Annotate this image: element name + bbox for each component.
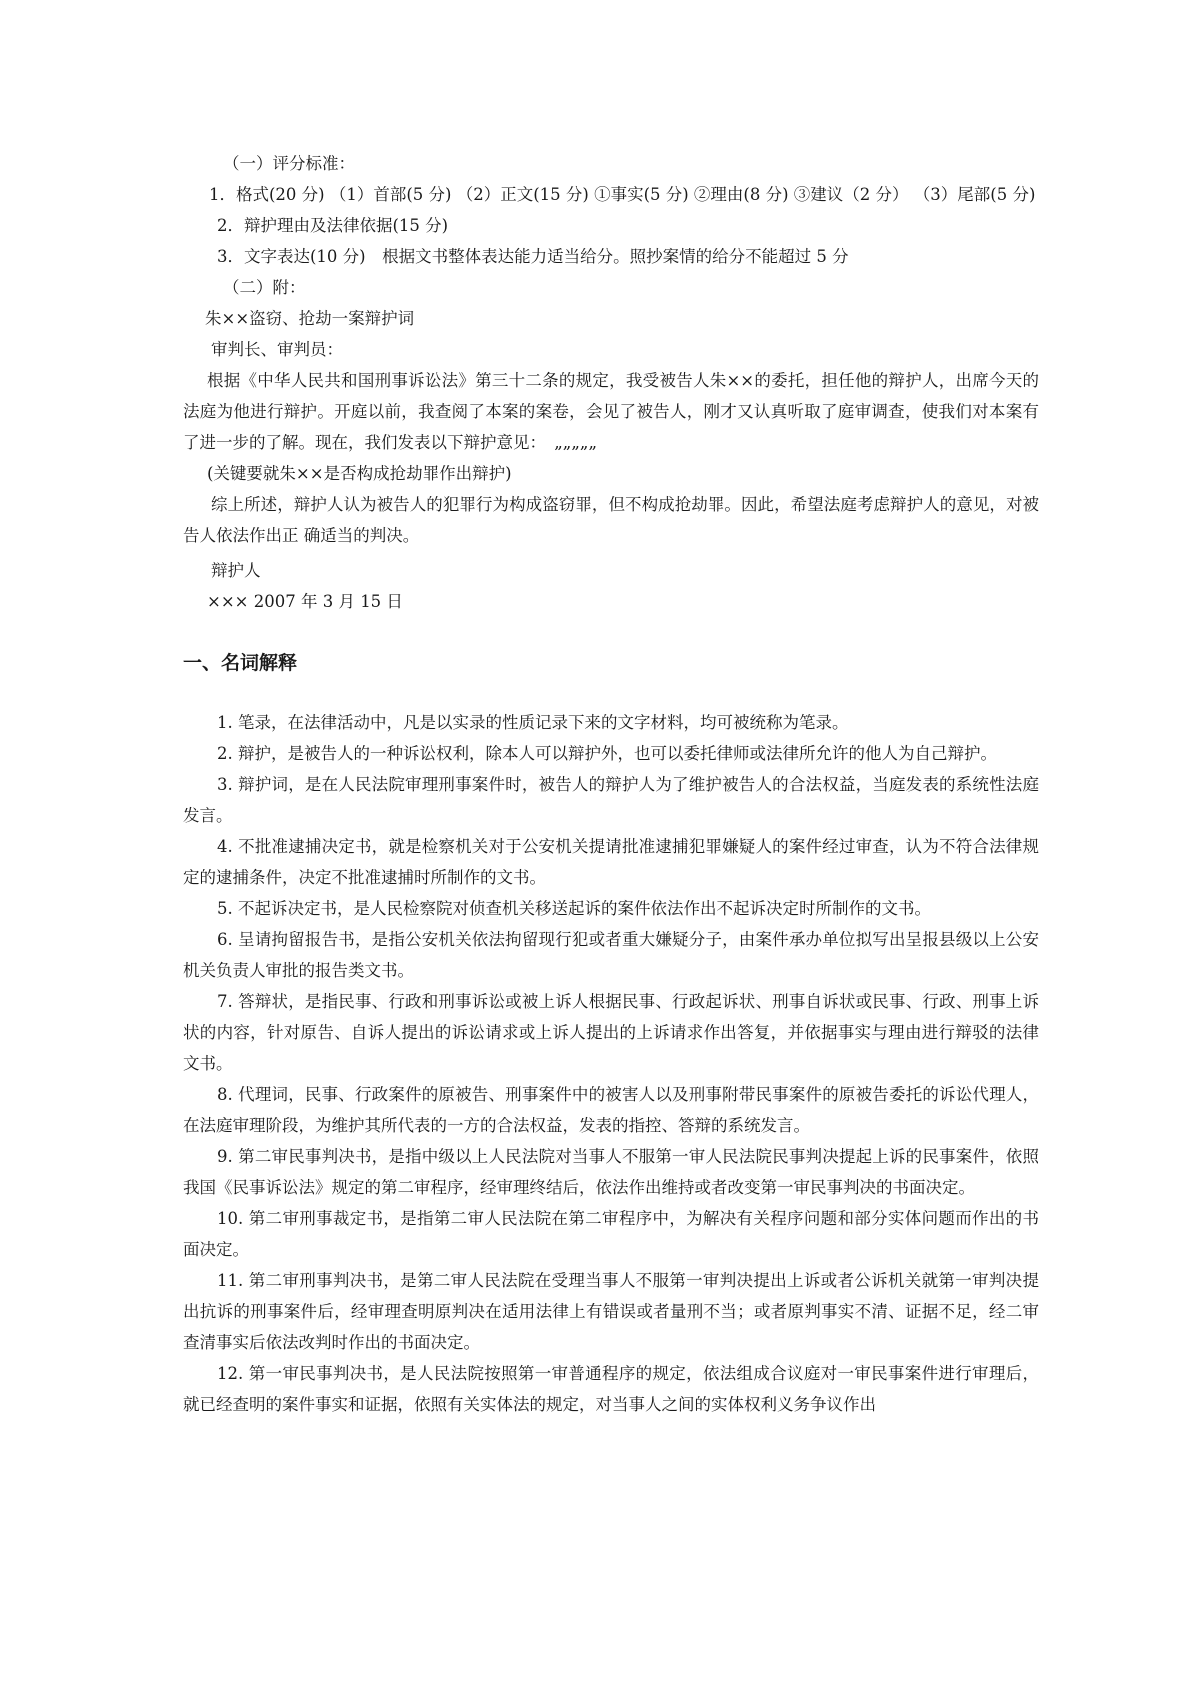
term-item: 3. 辩护词，是在人民法院审理刑事案件时，被告人的辩护人为了维护被告人的合法权益，当庭发表的系统性法庭发言。 xyxy=(183,775,1039,825)
scoring-header: （一）评分标准： xyxy=(223,154,355,173)
scoring-section xyxy=(183,148,1039,272)
appendix-section xyxy=(183,272,1039,617)
term-item: 5. 不起诉决定书，是人民检察院对侦查机关移送起诉的案件依法作出不起诉决定时所制作的文书。 xyxy=(217,899,931,918)
defense-paragraph-intro: 根据《中华人民共和国刑事诉讼法》第三十二条的规定，我受被告人朱××的委托，担任他的辩护人，出席今天的法庭为他进行辩护。开庭以前，我查阅了本案的案卷，会见了被告人，刚才又认真听取了庭审调查，使我们对本案有了进一步的了解。现在，我们发表以下辩护意见： „„„„„ xyxy=(183,371,1039,452)
term-item: 4. 不批准逮捕决定书，就是检察机关对于公安机关提请批准逮捕犯罪嫌疑人的案件经过审查，认为不符合法律规定的逮捕条件，决定不批准逮捕时所制作的文书。 xyxy=(183,837,1039,887)
terms-list xyxy=(183,707,1039,1420)
defense-paragraph-conclusion: 综上所述，辩护人认为被告人的犯罪行为构成盗窃罪，但不构成抢劫罪。因此，希望法庭考虑辩护人的意见，对被告人依法作出正 确适当的判决。 xyxy=(183,495,1039,545)
terms-heading: 一、名词解释 xyxy=(183,652,298,674)
appendix-header: （二）附： xyxy=(223,278,306,297)
defense-salutation: 审判长、审判员： xyxy=(211,340,343,359)
term-item: 7. 答辩状，是指民事、行政和刑事诉讼或被上诉人根据民事、行政起诉状、刑事自诉状或民事、行政、刑事上诉状的内容，针对原告、自诉人提出的诉讼请求或上诉人提出的上诉请求作出答复，并依据事实与理由进行辩驳的法律文书。 xyxy=(183,992,1039,1073)
term-item: 10. 第二审刑事裁定书，是指第二审人民法院在第二审程序中，为解决有关程序问题和部分实体问题而作出的书面决定。 xyxy=(183,1209,1039,1259)
document-page xyxy=(183,148,1039,1420)
term-item: 2. 辩护，是被告人的一种诉讼权利，除本人可以辩护外，也可以委托律师或法律所允许的他人为自己辩护。 xyxy=(217,744,997,763)
term-item: 9. 第二审民事判决书，是指中级以上人民法院对当事人不服第一审人民法院民事判决提起上诉的民事案件，依照我国《民事诉讼法》规定的第二审程序，经审理终结后，依法作出维持或者改变第一审民事判决的书面决定。 xyxy=(183,1147,1039,1197)
defense-paragraph-note: (关键要就朱××是否构成抢劫罪作出辩护) xyxy=(207,464,512,483)
term-item: 1. 笔录，在法律活动中，凡是以实录的性质记录下来的文字材料，均可被统称为笔录。 xyxy=(217,713,849,732)
defense-signer: 辩护人 xyxy=(211,561,261,580)
defense-date: ××× 2007 年 3 月 15 日 xyxy=(207,592,403,611)
term-item: 12. 第一审民事判决书，是人民法院按照第一审普通程序的规定，依法组成合议庭对一审民事案件进行审理后，就已经查明的案件事实和证据，依照有关实体法的规定，对当事人之间的实体权利义务争议作出 xyxy=(183,1364,1039,1414)
defense-title: 朱××盗窃、抢劫一案辩护词 xyxy=(205,309,415,328)
scoring-item-writing: 3．文字表达(10 分) 根据文书整体表达能力适当给分。照抄案情的给分不能超过 5 分 xyxy=(217,247,849,266)
term-item: 8. 代理词，民事、行政案件的原被告、刑事案件中的被害人以及刑事附带民事案件的原被告委托的诉讼代理人，在法庭审理阶段，为维护其所代表的一方的合法权益，发表的指控、答辩的系统发言。 xyxy=(183,1085,1039,1135)
term-item: 11. 第二审刑事判决书，是第二审人民法院在受理当事人不服第一审判决提出上诉或者公诉机关就第一审判决提出抗诉的刑事案件后，经审理查明原判决在适用法律上有错误或者量刑不当；或者原判事实不清、证据不足，经二审查清事实后依法改判时作出的书面决定。 xyxy=(183,1271,1039,1352)
scoring-item-format: 1．格式(20 分) （1）首部(5 分) （2）正文(15 分) ①事实(5 分) ②理由(8 分) ③建议（2 分） （3）尾部(5 分) xyxy=(209,185,1036,204)
scoring-item-reasoning: 2．辩护理由及法律依据(15 分) xyxy=(217,216,449,235)
term-item: 6. 呈请拘留报告书，是指公安机关依法拘留现行犯或者重大嫌疑分子，由案件承办单位拟写出呈报县级以上公安机关负责人审批的报告类文书。 xyxy=(183,930,1039,980)
